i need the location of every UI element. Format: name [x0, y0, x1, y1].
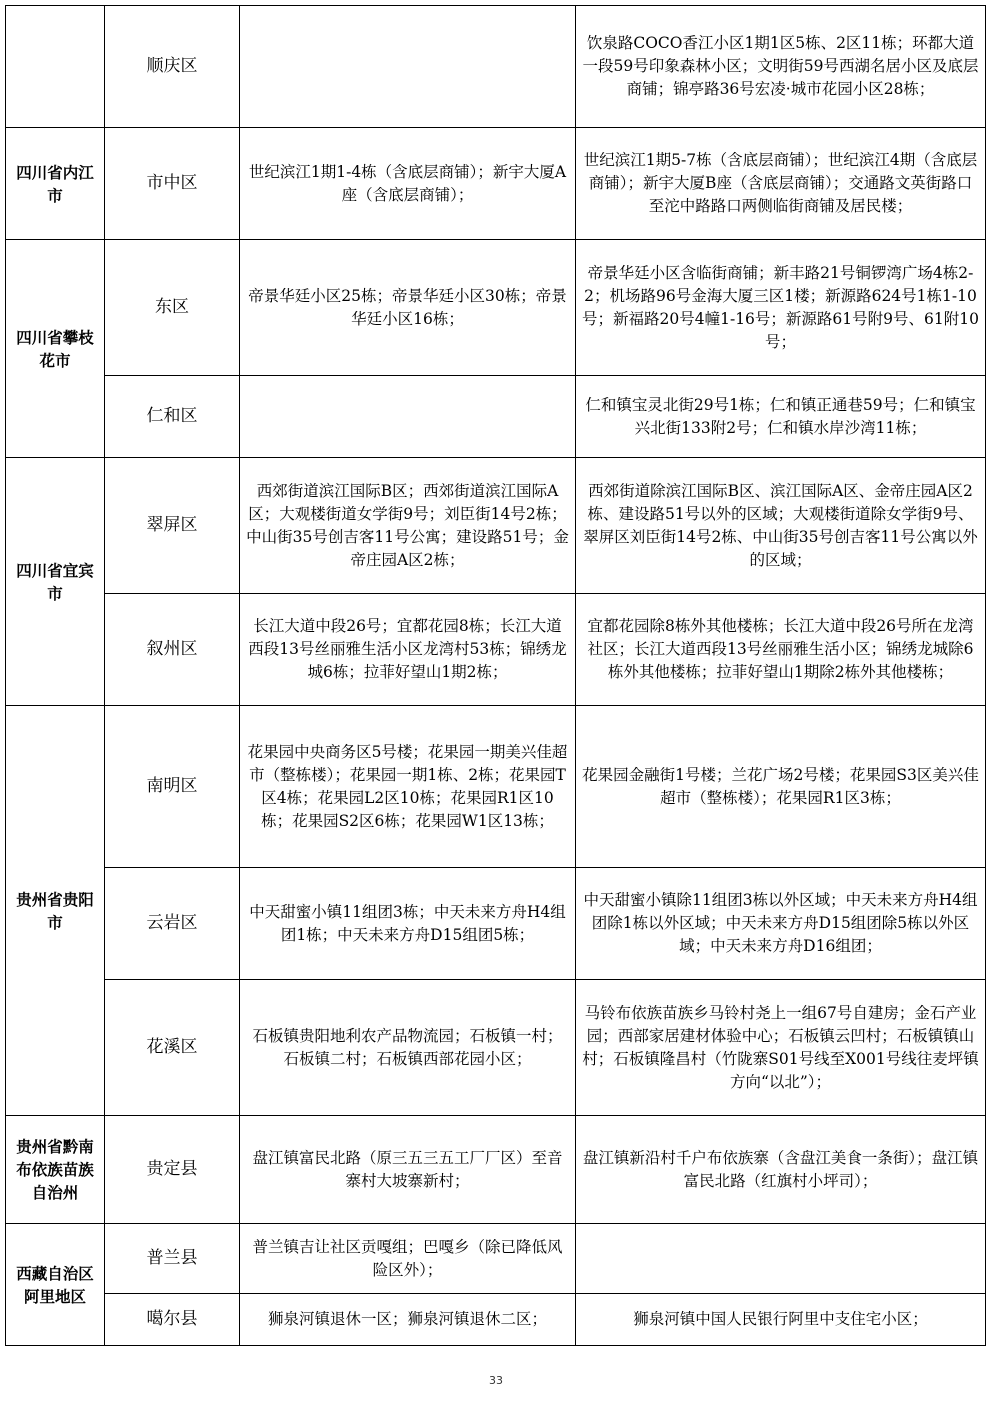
table-row — [6, 240, 986, 376]
medium-risk-area-cell: 西郊街道除滨江国际B区、滨江国际A区、金帝庄园A区2栋、建设路51号以外的区域；大观楼街道除女学街9号、翠屏区刘臣街14号2栋、中山街35号创吉客11号公寓以外的区域； — [576, 458, 986, 594]
table-row — [6, 458, 986, 594]
high-risk-area-cell: 盘江镇富民北路（原三五三五工厂厂区）至音寨村大坡寨新村； — [240, 1116, 576, 1224]
high-risk-area-cell: 中天甜蜜小镇11组团3栋；中天未来方舟H4组团1栋；中天未来方舟D15组团5栋； — [240, 868, 576, 980]
district-cell: 贵定县 — [105, 1116, 240, 1224]
district-cell: 翠屏区 — [105, 458, 240, 594]
table-row — [6, 1224, 986, 1294]
medium-risk-area-cell: 中天甜蜜小镇除11组团3栋以外区域；中天未来方舟H4组团除1栋以外区域；中天未来方舟D15组团除5栋以外区域；中天未来方舟D16组团； — [576, 868, 986, 980]
city-cell: 西藏自治区阿里地区 — [6, 1224, 105, 1346]
city-cell: 贵州省黔南布依族苗族自治州 — [6, 1116, 105, 1224]
district-cell: 顺庆区 — [105, 6, 240, 128]
city-cell-continued — [6, 6, 105, 128]
medium-risk-area-cell: 帝景华廷小区含临街商铺；新丰路21号铜锣湾广场4栋2-2；机场路96号金海大厦三区1楼；新源路624号1栋1-10号；新福路20号4幢1-16号；新源路61号附9号、61附10号； — [576, 240, 986, 376]
high-risk-area-cell: 花果园中央商务区5号楼；花果园一期美兴佳超市（整栋楼）；花果园一期1栋、2栋；花果园T区4栋；花果园L2区10栋；花果园R1区10栋；花果园S2区6栋；花果园W1区13栋； — [240, 706, 576, 868]
district-cell: 花溪区 — [105, 980, 240, 1116]
high-risk-area-cell: 帝景华廷小区25栋；帝景华廷小区30栋；帝景华廷小区16栋； — [240, 240, 576, 376]
district-cell: 仁和区 — [105, 376, 240, 458]
table-row — [6, 980, 986, 1116]
high-risk-area-cell: 石板镇贵阳地利农产品物流园；石板镇一村；石板镇二村；石板镇西部花园小区； — [240, 980, 576, 1116]
district-cell: 噶尔县 — [105, 1294, 240, 1346]
medium-risk-area-cell: 狮泉河镇中国人民银行阿里中支住宅小区； — [576, 1294, 986, 1346]
medium-risk-area-cell: 饮泉路COCO香江小区1期1区5栋、2区11栋；环都大道一段59号印象森林小区；文明街59号西湖名居小区及底层商铺；锦亭路36号宏凌·城市花园小区28栋； — [576, 6, 986, 128]
table-row — [6, 1116, 986, 1224]
district-cell: 普兰县 — [105, 1224, 240, 1294]
city-cell: 四川省攀枝花市 — [6, 240, 105, 458]
table-row — [6, 594, 986, 706]
high-risk-area-cell: 长江大道中段26号；宜都花园8栋；长江大道西段13号丝丽雅生活小区龙湾村53栋；锦绣龙城6栋；拉菲好望山1期2栋； — [240, 594, 576, 706]
medium-risk-area-cell: 宜都花园除8栋外其他楼栋；长江大道中段26号所在龙湾社区；长江大道西段13号丝丽雅生活小区；锦绣龙城除6栋外其他楼栋；拉菲好望山1期除2栋外其他楼栋； — [576, 594, 986, 706]
table-row — [6, 868, 986, 980]
high-risk-area-cell: 世纪滨江1期1-4栋（含底层商铺）；新宇大厦A座（含底层商铺）； — [240, 128, 576, 240]
high-risk-area-cell: 西郊街道滨江国际B区；西郊街道滨江国际A区；大观楼街道女学街9号；刘臣街14号2栋；中山街35号创吉客11号公寓；建设路51号；金帝庄园A区2栋； — [240, 458, 576, 594]
high-risk-area-cell: 狮泉河镇退休一区；狮泉河镇退休二区； — [240, 1294, 576, 1346]
medium-risk-area-cell — [576, 1224, 986, 1294]
district-cell: 东区 — [105, 240, 240, 376]
page-number: 33 — [489, 1374, 503, 1387]
city-cell: 四川省宜宾市 — [6, 458, 105, 706]
table-row — [6, 706, 986, 868]
table-row — [6, 128, 986, 240]
high-risk-area-cell — [240, 6, 576, 128]
medium-risk-area-cell: 马铃布依族苗族乡马铃村尧上一组67号自建房；金石产业园；西部家居建材体验中心；石板镇云凹村；石板镇镇山村；石板镇隆昌村（竹陇寨S01号线至X001号线往麦坪镇方向“以北”）； — [576, 980, 986, 1116]
city-cell: 四川省内江市 — [6, 128, 105, 240]
table-row — [6, 1294, 986, 1346]
district-cell: 南明区 — [105, 706, 240, 868]
district-cell: 市中区 — [105, 128, 240, 240]
medium-risk-area-cell: 世纪滨江1期5-7栋（含底层商铺）；世纪滨江4期（含底层商铺）；新宇大厦B座（含底层商铺）；交通路文英街路口至沱中路路口两侧临街商铺及居民楼； — [576, 128, 986, 240]
table-row — [6, 6, 986, 128]
risk-area-table — [5, 5, 986, 1346]
table-row — [6, 376, 986, 458]
medium-risk-area-cell: 花果园金融街1号楼；兰花广场2号楼；花果园S3区美兴佳超市（整栋楼）；花果园R1区3栋； — [576, 706, 986, 868]
high-risk-area-cell: 普兰镇吉让社区贡嘎组；巴嘎乡（除已降低风险区外）； — [240, 1224, 576, 1294]
district-cell: 叙州区 — [105, 594, 240, 706]
medium-risk-area-cell: 仁和镇宝灵北街29号1栋；仁和镇正通巷59号；仁和镇宝兴北街133附2号；仁和镇水岸沙湾11栋； — [576, 376, 986, 458]
city-cell: 贵州省贵阳市 — [6, 706, 105, 1116]
high-risk-area-cell — [240, 376, 576, 458]
district-cell: 云岩区 — [105, 868, 240, 980]
medium-risk-area-cell: 盘江镇新沿村千户布依族寨（含盘江美食一条街）；盘江镇富民北路（红旗村小坪司）； — [576, 1116, 986, 1224]
